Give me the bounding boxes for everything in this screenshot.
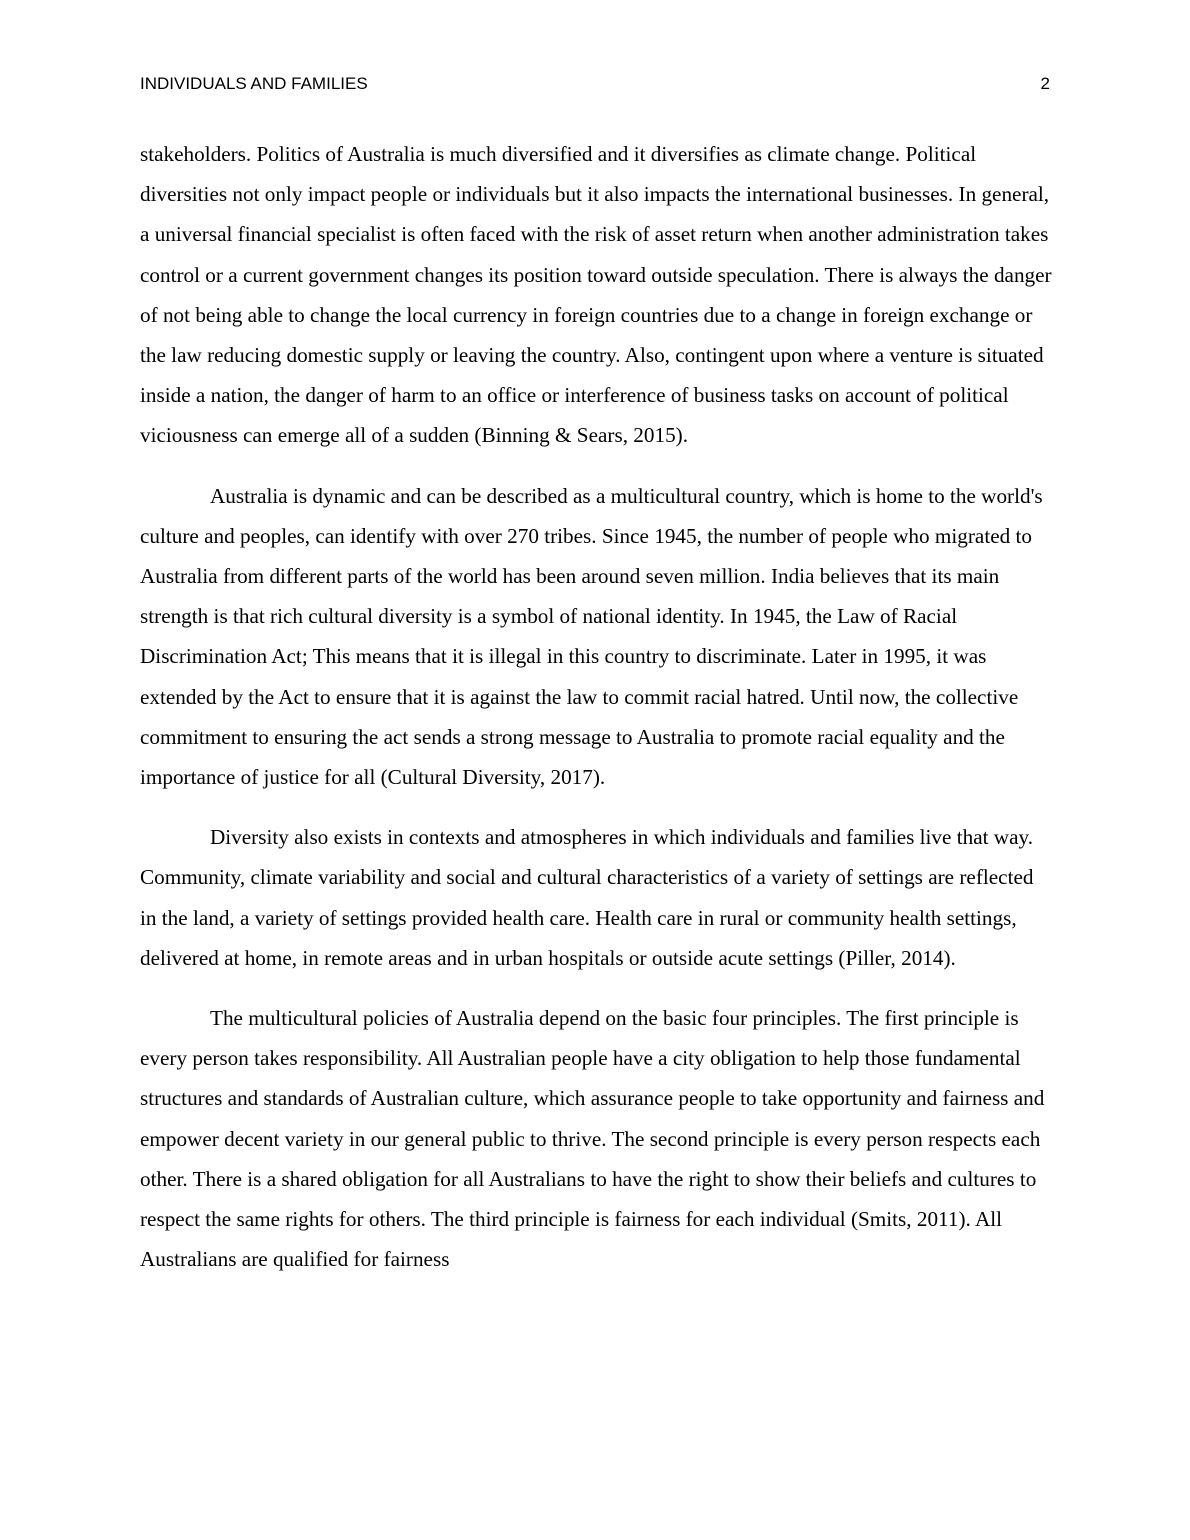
body-text (140, 134, 1052, 1299)
paragraph-continuation: stakeholders. Politics of Australia is much diversified and it diversifies as climate change. Political diversities not only impact people or individuals but it also impacts the international businesses. In general, a universal financial specialist is often faced with the risk of asset return when another administration takes control or a current government changes its position toward outside speculation. There is always the danger of not being able to change the local currency in foreign countries due to a change in foreign exchange or the law reducing domestic supply or leaving the country. Also, contingent upon where a venture is situated inside a nation, the danger of harm to an office or interference of business tasks on account of political viciousness can emerge all of a sudden (Binning & Sears, 2015). (140, 142, 1052, 448)
running-head-title: INDIVIDUALS AND FAMILIES (140, 74, 368, 93)
page-number: 2 (1040, 74, 1050, 93)
paragraph-multicultural-policies: The multicultural policies of Australia depend on the basic four principles. The first principle is every person takes responsibility. All Australian people have a city obligation to help those fundamental structures and standards of Australian culture, which assurance people to take opportunity and fairness and empower decent variety in our general public to thrive. The second principle is every person respects each other. There is a shared obligation for all Australians to have the right to show their beliefs and cultures to respect the same rights for others. The third principle is fairness for each individual (Smits, 2011). All Australians are qualified for fairness (140, 1006, 1045, 1272)
paragraph-multicultural-country: Australia is dynamic and can be described as a multicultural country, which is home to the world's culture and peoples, can identify with over 270 tribes. Since 1945, the number of people who migrated to Australia from different parts of the world has been around seven million. India believes that its main strength is that rich cultural diversity is a symbol of national identity. In 1945, the Law of Racial Discrimination Act; This means that it is illegal in this country to discriminate. Later in 1995, it was extended by the Act to ensure that it is against the law to commit racial hatred. Until now, the collective commitment to ensuring the act sends a strong message to Australia to promote racial equality and the importance of justice for all (Cultural Diversity, 2017). (140, 483, 1043, 790)
paragraph-diversity-contexts: Diversity also exists in contexts and atmospheres in which individuals and families live that way. Community, climate variability and social and cultural characteristics of a variety of settings are reflected in the land, a variety of settings provided health care. Health care in rural or community health settings, delivered at home, in remote areas and in urban hospitals or outside acute settings (Piller, 2014). (140, 825, 1034, 970)
page-header (140, 72, 1050, 96)
